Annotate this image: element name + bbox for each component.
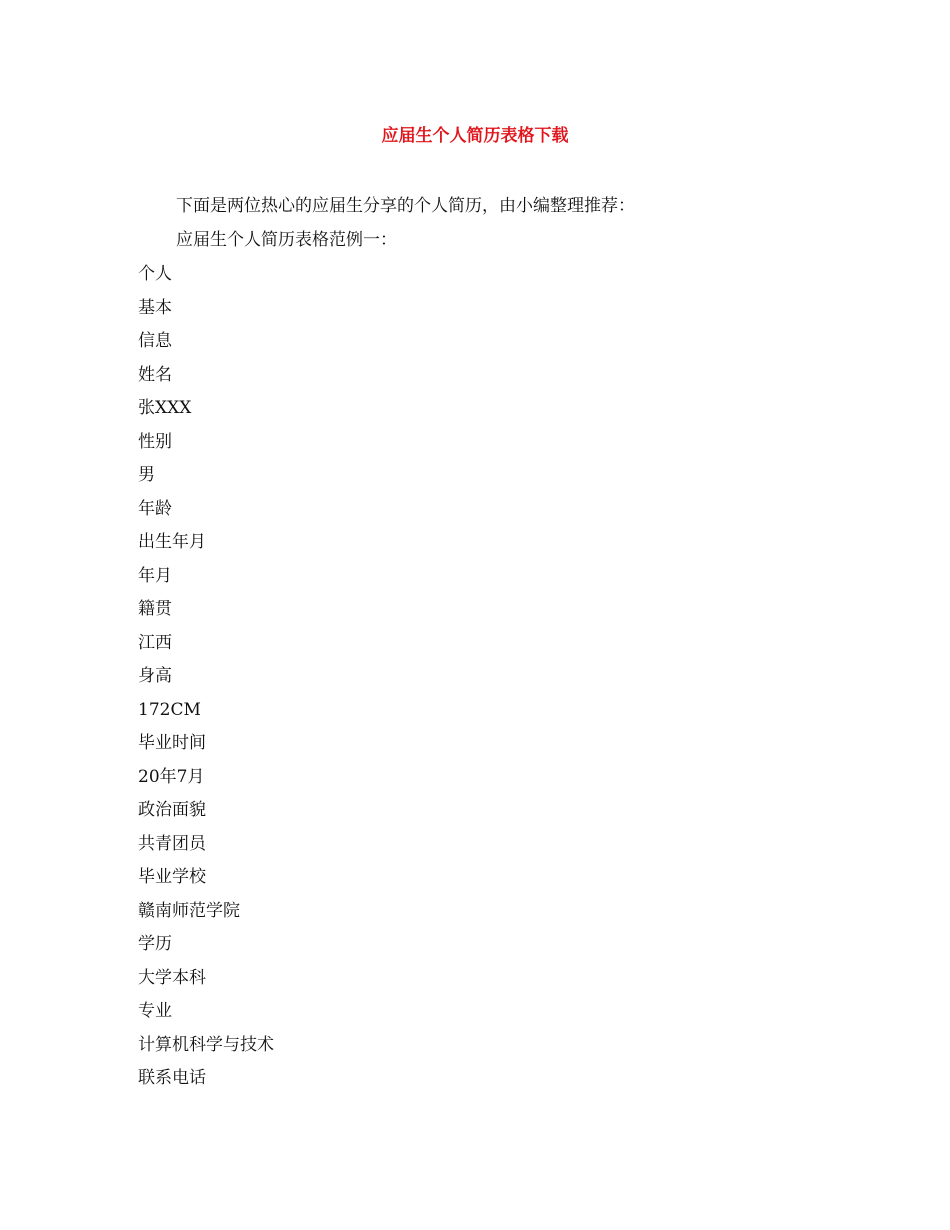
resume-line: 基本 <box>138 297 172 318</box>
resume-line: 姓名 <box>138 364 172 385</box>
resume-line: 男 <box>138 465 155 485</box>
resume-line: 年月 <box>138 565 172 586</box>
resume-line: 毕业时间 <box>138 733 206 753</box>
intro-paragraph: 下面是两位热心的应届生分享的个人简历，由小编整理推荐： <box>176 196 635 216</box>
example-heading: 应届生个人简历表格范例一： <box>176 230 397 250</box>
resume-line: 专业 <box>138 1001 172 1021</box>
resume-line: 个人 <box>138 264 172 284</box>
resume-line: 张XXX <box>138 398 192 418</box>
resume-line: 计算机科学与技术 <box>138 1034 274 1055</box>
resume-line: 联系电话 <box>138 1068 206 1088</box>
resume-line: 共青团员 <box>138 833 206 854</box>
resume-line: 江西 <box>138 632 172 653</box>
resume-line: 172CM <box>138 699 201 720</box>
resume-line: 政治面貌 <box>138 800 206 820</box>
resume-line: 20年7月 <box>138 766 205 787</box>
resume-line: 年龄 <box>138 498 172 519</box>
resume-line: 大学本科 <box>138 967 206 988</box>
resume-field-list <box>138 258 274 1096</box>
resume-line: 身高 <box>138 666 172 686</box>
resume-line: 出生年月 <box>138 532 206 552</box>
document-title: 应届生个人简历表格下载 <box>381 126 569 146</box>
resume-line: 籍贯 <box>138 599 172 619</box>
resume-line: 赣南师范学院 <box>138 900 240 921</box>
resume-line: 信息 <box>138 331 172 351</box>
resume-line: 学历 <box>138 934 172 954</box>
resume-line: 毕业学校 <box>138 867 206 887</box>
resume-line: 性别 <box>138 431 172 452</box>
